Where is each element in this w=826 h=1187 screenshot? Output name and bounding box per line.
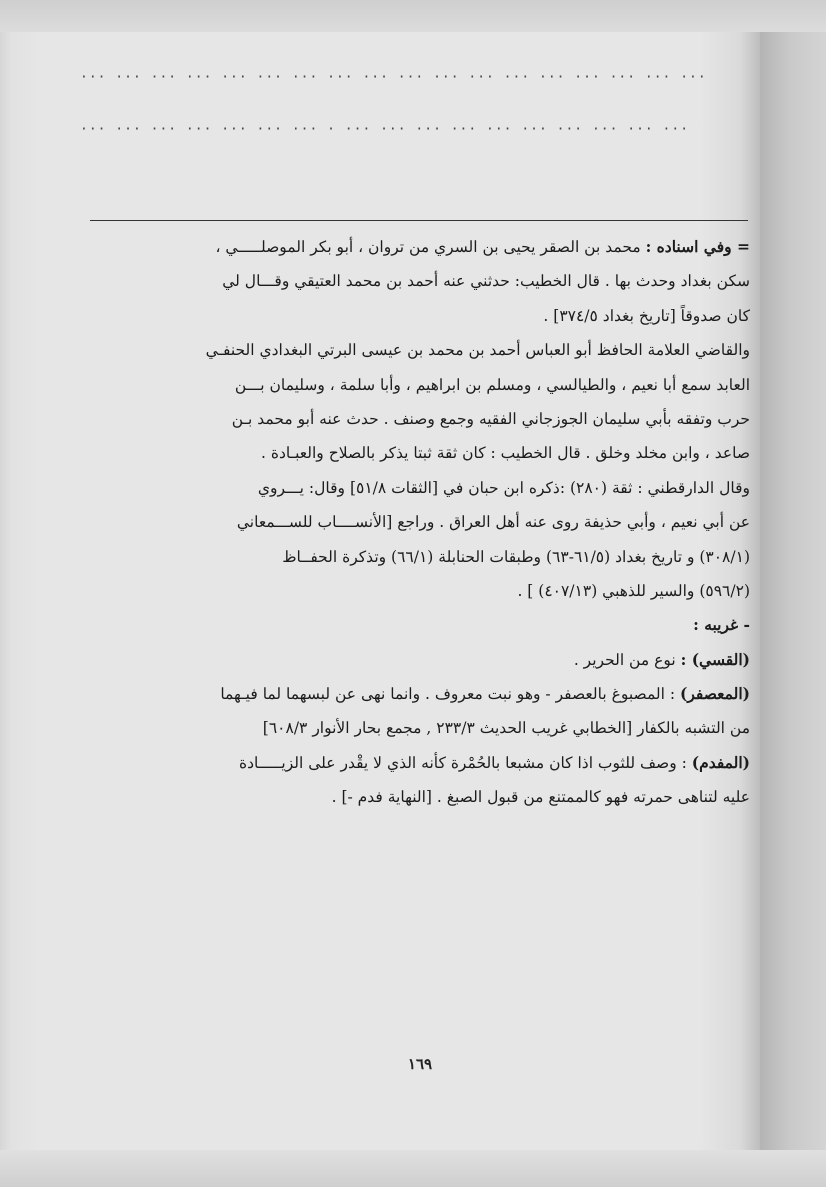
line-heading: (القسي) : — [680, 649, 750, 669]
footnote-body — [82, 230, 750, 815]
line-text: : المصبوغ بالعصفر - وهو نبت معروف . وانما نهى عن لبسهما لما فيـهما — [220, 685, 681, 704]
text-line — [82, 746, 750, 780]
text-line — [82, 574, 750, 608]
line-text: حرب وتفقه بأبي سليمان الجوزجاني الفقيه وجمع وصنف . حدث عنه أبو محمد بـن — [231, 409, 750, 428]
line-text: سكن بغداد وحدث بها . قال الخطيب: حدثني عنه أحمد بن محمد العتيقي وقـــال لي — [222, 272, 750, 291]
text-line — [82, 402, 750, 436]
line-heading: - غريبه : — [693, 615, 750, 635]
line-heading: (المعصفر) — [680, 684, 750, 704]
text-line — [82, 299, 750, 333]
text-line — [82, 368, 750, 402]
text-line — [82, 677, 750, 711]
text-line — [82, 780, 750, 814]
line-text: صاعد ، وابن مخلد وخلق . قال الخطيب : كان ثقة ثبتا يذكر بالصلاح والعبـادة . — [260, 444, 750, 463]
line-heading: (المفدم) — [691, 752, 750, 772]
line-heading: = وفي اسناده : — [645, 237, 750, 256]
dotted-line-1: ··· ··· ··· ··· ··· ··· ··· ··· ··· ··· ··· ··· ··· ··· ··· ··· ··· ··· — [80, 70, 707, 85]
line-text: نوع من الحرير . — [573, 650, 681, 669]
line-text: وقال الدارقطني : ثقة (٢٨٠) :ذكره ابن حبان في [الثقات ٥١/٨] وقال: يـــروي — [257, 478, 750, 497]
text-line — [82, 505, 750, 539]
line-text: عن أبي نعيم ، وأبي حذيفة روى عنه أهل العراق . وراجع [الأنســــاب للســـمعاني — [236, 513, 750, 532]
page-number: ١٦٩ — [407, 1055, 433, 1073]
text-line — [82, 264, 750, 298]
footnote-separator — [90, 220, 748, 221]
page-spine-shadow — [760, 32, 826, 1150]
text-line — [82, 711, 750, 745]
line-text: محمد بن الصقر يحيى بن السري من تروان ، أبو بكر الموصلـــــي ، — [215, 238, 646, 256]
text-line — [82, 333, 750, 367]
text-line — [82, 230, 750, 264]
line-text: من التشبه بالكفار [الخطابي غريب الحديث ٢٣٣/٣ , مجمع بحار الأنوار ٦٠٨/٣] — [262, 719, 750, 738]
line-text: العابد سمع أبا نعيم ، والطيالسي ، ومسلم بن ابراهيم ، وأبا سلمة ، وسليمان بـــن — [234, 375, 750, 394]
text-line — [82, 643, 750, 677]
line-text: والقاضي العلامة الحافظ أبو العباس أحمد بن محمد بن عيسى البرتي البغدادي الحنفـي — [205, 341, 750, 360]
line-text: كان صدوقاً [تاريخ بغداد ٣٧٤/٥] . — [543, 306, 750, 325]
text-line — [82, 540, 750, 574]
text-line — [82, 471, 750, 505]
line-text: : وصف للثوب اذا كان مشبعا بالحُمْرة كأنه الذي لا يقْدر على الزيـــــادة — [238, 753, 692, 772]
text-line — [82, 436, 750, 470]
scan-top-edge — [0, 0, 826, 32]
line-text: (٣٠٨/١) و تاريخ بغداد (٦١/٥-٦٣) وطبقات الحنابلة (٦٦/١) وتذكرة الحفــاظ — [282, 547, 750, 566]
scan-bottom-edge — [0, 1150, 826, 1187]
line-text: عليه لتناهى حمرته فهو كالممتنع من قبول الصبغ . [النهاية فدم -] . — [331, 788, 750, 807]
line-text: (٥٩٦/٢) والسير للذهبي (٤٠٧/١٣) ] . — [517, 581, 750, 600]
dotted-line-2: ··· ··· ··· ··· ··· ··· ··· · ··· ··· ··· ··· ··· ··· ··· ··· ··· ··· — [80, 122, 690, 137]
section-heading — [82, 608, 750, 642]
